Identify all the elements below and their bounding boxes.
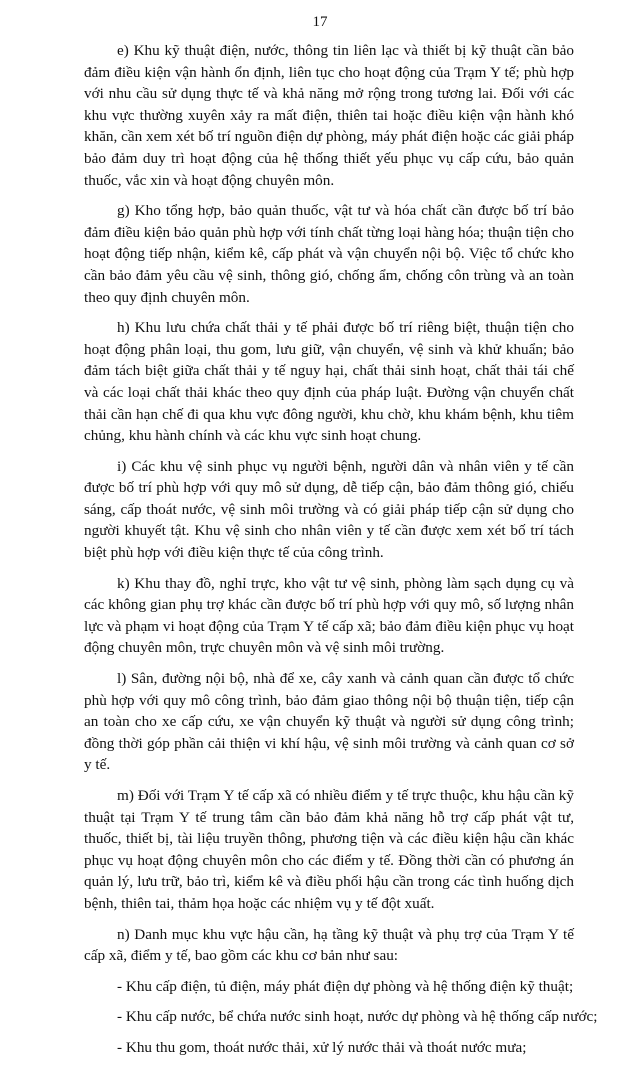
paragraph-h: h) Khu lưu chứa chất thải y tế phải được bố trí riêng biệt, thuận tiện cho hoạt động phân loại, thu gom, lưu giữ, vận chuyển, vệ sinh và khử khuẩn; bảo đảm tách biệt giữa chất thải y tế nguy hại, chất thải sinh hoạt, chất thải tái chế và các loại chất thải khác theo quy định của pháp luật. Đường vận chuyển chất thải cần hạn chế đi qua khu vực đông người, khu chờ, khu khám bệnh, khu tiêm chủng, khu hành chính và các khu vực sinh hoạt chung. [84,319,574,445]
paragraph-n: n) Danh mục khu vực hậu cần, hạ tầng kỹ thuật và phụ trợ của Trạm Y tế cấp xã, điểm y tế, bao gồm các khu cơ bản như sau: [84,925,574,965]
paragraph-k: k) Khu thay đồ, nghỉ trực, kho vật tư vệ sinh, phòng làm sạch dụng cụ và các không gian phụ trợ khác cần được bố trí phù hợp với quy mô, số lượng nhân lực và phạm vi hoạt động của Trạm Y tế cấp xã; bảo đảm điều kiện phục vụ hoạt động chuyên môn, trực chuyên môn và vệ sinh môi trường. [84,574,574,657]
list-item-electrical: - Khu cấp điện, tủ điện, máy phát điện dự phòng và hệ thống điện kỹ thuật; [117,977,574,995]
document-body [84,40,598,1068]
list-item-drainage: - Khu thu gom, thoát nước thải, xử lý nước thải và thoát nước mưa; [117,1038,527,1056]
page-number: 17 [312,14,328,30]
list-item-water-supply: - Khu cấp nước, bể chứa nước sinh hoạt, nước dự phòng và hệ thống cấp nước; [117,1008,598,1026]
paragraph-l: l) Sân, đường nội bộ, nhà để xe, cây xanh và cảnh quan cần được tổ chức phù hợp với quy mô công trình, bảo đảm giao thông nội bộ thuận tiện, tiếp cận an toàn cho xe cấp cứu, xe vận chuyển kỹ thuật và người sử dụng công trình; đồng thời góp phần cải thiện vi khí hậu, vệ sinh môi trường và cảnh quan cơ sở y tế. [84,670,574,774]
paragraph-e: e) Khu kỹ thuật điện, nước, thông tin liên lạc và thiết bị kỹ thuật cần bảo đảm điều kiện vận hành ổn định, liên tục cho hoạt động của Trạm Y tế; phù hợp với nhu cầu sử dụng thực tế và khả năng mở rộng trong tương lai. Đối với các khu vực thường xuyên xảy ra mất điện, thiên tai hoặc điều kiện vận hành khó khăn, cần xem xét bố trí nguồn điện dự phòng, máy phát điện hoặc các giải pháp bảo đảm duy trì hoạt động của hệ thống thiết yếu phục vụ cấp cứu, bảo quản thuốc, vắc xin và hoạt động chuyên môn. [84,42,574,189]
paragraph-g: g) Kho tổng hợp, bảo quản thuốc, vật tư và hóa chất cần được bố trí bảo đảm điều kiện bảo quản phù hợp với tính chất từng loại hàng hóa; thuận tiện cho hoạt động tiếp nhận, kiểm kê, cấp phát và vận chuyển nội bộ. Việc tổ chức kho cần bảo đảm yêu cầu vệ sinh, thông gió, chống ẩm, chống côn trùng và an toàn theo quy định chuyên môn. [84,202,574,306]
paragraph-i: i) Các khu vệ sinh phục vụ người bệnh, người dân và nhân viên y tế cần được bố trí phù hợp với quy mô sử dụng, dễ tiếp cận, bảo đảm thông gió, chiếu sáng, cấp thoát nước, vệ sinh môi trường và có giải pháp tiếp cận sử dụng cho người khuyết tật. Khu vệ sinh cho nhân viên y tế cần được xem xét bố trí tách biệt phù hợp với điều kiện thực tế của công trình. [84,457,574,562]
paragraph-m: m) Đối với Trạm Y tế cấp xã có nhiều điểm y tế trực thuộc, khu hậu cần kỹ thuật tại Trạm Y tế trung tâm cần bảo đảm khả năng hỗ trợ cấp phát vật tư, thuốc, thiết bị, tài liệu truyền thông, phương tiện và các điều kiện hậu cần khác phục vụ hoạt động chuyên môn cho các điểm y tế. Đồng thời cần có phương án quản lý, lưu trữ, bảo trì, kiểm kê và điều phối hậu cần trong các tình huống dịch bệnh, thiên tai, thảm họa hoặc các nhiệm vụ y tế đột xuất. [84,787,574,912]
